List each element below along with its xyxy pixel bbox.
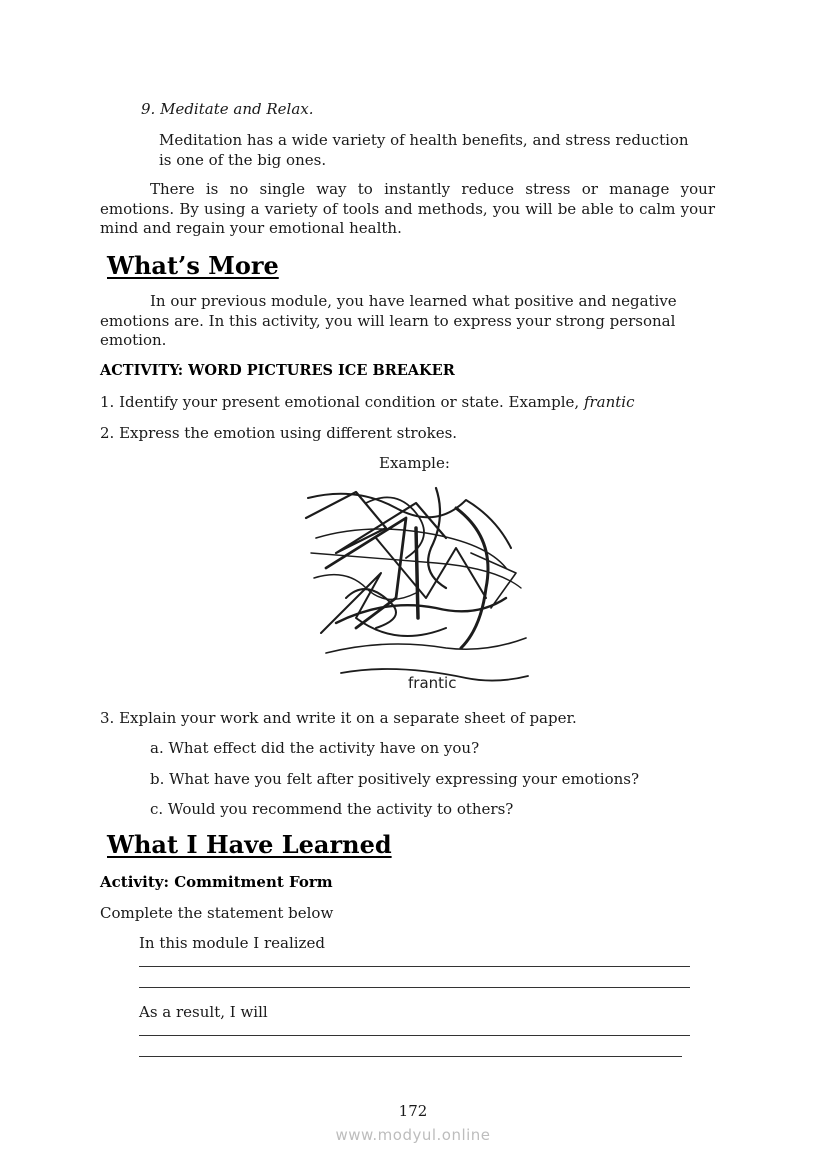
step-2: 2. Express the emotion using different strokes.: [100, 424, 458, 442]
stroke: [326, 638, 526, 653]
answer-line: [139, 966, 690, 967]
commitment-activity-title: Activity: Commitment Form: [100, 873, 333, 891]
stroke: [306, 492, 446, 553]
step-1-text: 1. Identify your present emotional condition or state. Example,: [100, 393, 584, 411]
answer-line: [139, 1035, 690, 1036]
question-a: a. What effect did the activity have on you?: [150, 739, 480, 757]
tip-number: 9.: [141, 100, 156, 118]
step-1-example: frantic: [583, 393, 635, 411]
whats-more-intro: In our previous module, you have learned what positive and negative emotions are. In this activity, you will learn to express your strong personal emotion.: [100, 292, 677, 349]
answer-line: [139, 987, 690, 988]
stroke: [456, 508, 488, 648]
page-number: 172: [398, 1102, 428, 1120]
activity-title: ACTIVITY: WORD PICTURES ICE BREAKER: [100, 362, 455, 379]
tip-body: Meditation has a wide variety of health benefits, and stress reduction is one of the big ones.: [159, 131, 689, 169]
answer-line: [139, 1056, 682, 1057]
question-c: c. Would you recommend the activity to others?: [150, 800, 514, 818]
example-label: Example:: [379, 454, 450, 472]
drawing-caption: frantic: [408, 674, 457, 692]
closing-paragraph: There is no single way to instantly reduce stress or manage your emotions. By using a variety of tools and methods, you will be able to calm your mind and regain your emotional health.: [100, 180, 715, 237]
commitment-instruction: Complete the statement below: [100, 904, 334, 922]
tip-title: [141, 100, 314, 118]
stroke: [314, 575, 416, 600]
whats-more-heading: What’s More: [107, 251, 279, 280]
prompt-realized: In this module I realized: [139, 934, 325, 952]
stroke: [321, 573, 446, 636]
prompt-result: As a result, I will: [139, 1003, 268, 1021]
frantic-scribble-drawing: [296, 478, 536, 696]
question-b: b. What have you felt after positively expressing your emotions?: [150, 770, 640, 788]
what-i-have-learned-heading: What I Have Learned: [107, 830, 392, 859]
tip-title-text: Meditate and Relax.: [160, 100, 314, 118]
watermark: www.modyul.online: [335, 1126, 491, 1144]
step-3: 3. Explain your work and write it on a separate sheet of paper.: [100, 709, 577, 727]
stroke: [428, 488, 446, 588]
step-1: [100, 393, 635, 411]
